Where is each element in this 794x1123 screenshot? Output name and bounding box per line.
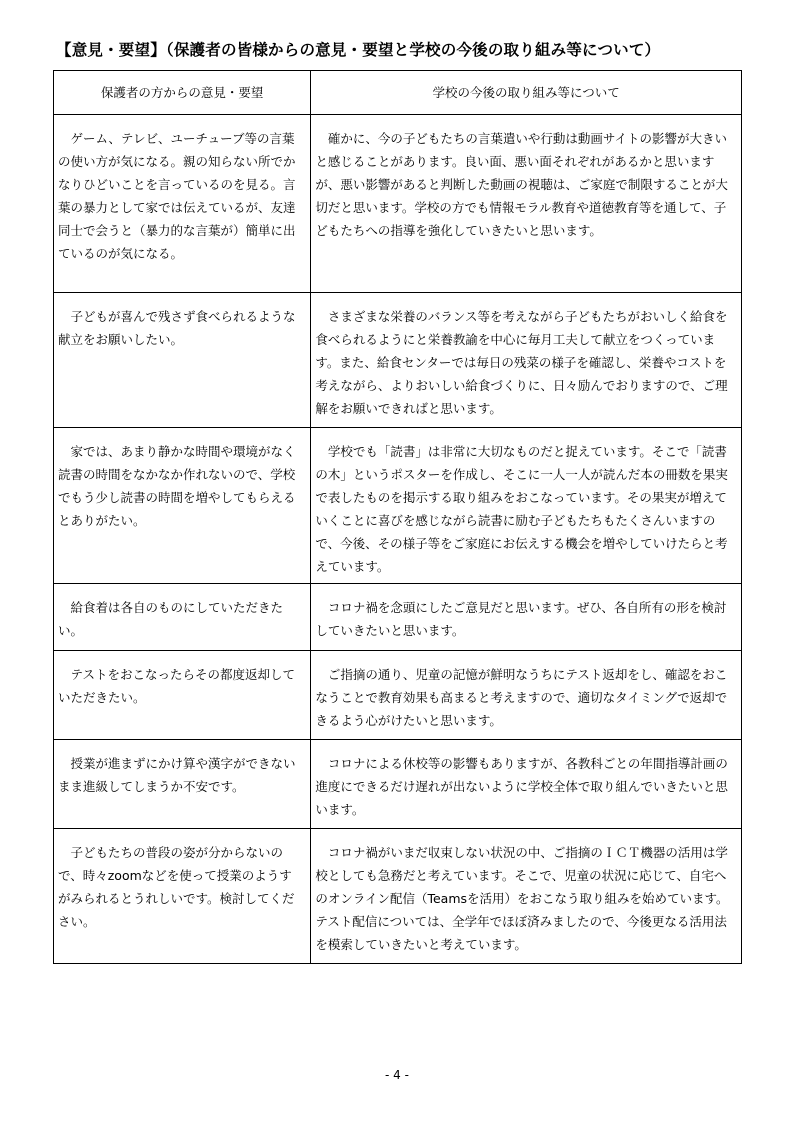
table-row [54,651,742,740]
school-response-cell [311,293,742,428]
parent-opinion-cell [54,651,311,740]
table-row [54,740,742,829]
parent-opinion-cell [54,829,311,964]
school-response-text: コロナによる休校等の影響もありますが、各教科ごとの年間指導計画の進度にできるだけ遅れが出ないように学校全体で取り組んでいきたいと思います。 [315,756,728,817]
table-row [54,428,742,584]
school-response-cell [311,740,742,829]
parent-opinion-text: 給食着は各自のものにしていただきたい。 [58,600,284,638]
table-row [54,829,742,964]
parent-opinion-cell [54,584,311,651]
school-response-text: 学校でも「読書」は非常に大切なものだと捉えています。そこで「読書の木」というポスターを作成し、そこに一人一人が読んだ本の冊数を果実で表したものを掲示する取り組みをおこなっています。その果実が増えていくことに喜びを感じながら読書に励む子どもたちもたくさんいますので、今後、その様子等をご家庭にお伝えする機会を増やしていけたらと考えています。 [315,444,728,574]
parent-opinion-cell [54,293,311,428]
table-row [54,293,742,428]
parent-opinion-text: 子どもが喜んで残さず食べられるような献立をお願いしたい。 [58,309,296,347]
parent-opinion-text: 家では、あまり静かな時間や環境がなく読書の時間をなかなか作れないので、学校でもう少し読書の時間を増やしてもらえるとありがたい。 [58,444,296,528]
school-response-text: コロナ禍を念頭にしたご意見だと思います。ぜひ、各自所有の形を検討していきたいと思います。 [315,600,727,638]
school-response-cell [311,584,742,651]
page-number: - 4 - [385,1068,409,1082]
parent-opinion-text: ゲーム、テレビ、ユーチューブ等の言葉の使い方が気になる。親の知らない所でかなりひどいことを言っているのを見る。言葉の暴力として家では伝えているが、友達同士で会うと（暴力的な言葉が）簡単に出ているのが気になる。 [58,131,296,261]
school-response-text: ご指摘の通り、児童の記憶が鮮明なうちにテスト返却をし、確認をおこなうことで教育効果も高まると考えますので、適切なタイミングで返却できるよう心がけたいと思います。 [315,667,728,728]
opinions-table [53,70,742,964]
header-parent-opinions: 保護者の方からの意見・要望 [54,71,311,115]
parent-opinion-cell [54,428,311,584]
parent-opinion-cell [54,115,311,293]
parent-opinion-text: 授業が進まずにかけ算や漢字ができないまま進級してしまうか不安です。 [58,756,296,794]
parent-opinion-text: 子どもたちの普段の姿が分からないので、時々zoomなどを使って授業のようすがみられるとうれしいです。検討してください。 [58,845,295,929]
school-response-text: 確かに、今の子どもたちの言葉遣いや行動は動画サイトの影響が大きいと感じることがあります。良い面、悪い面それぞれがあるかと思いますが、悪い影響があると判断した動画の視聴は、ご家庭で制限することが大切だと思います。学校の方でも情報モラル教育や道徳教育等を通して、子どもたちへの指導を強化していきたいと思います。 [315,131,728,238]
table-row [54,115,742,293]
school-response-cell [311,115,742,293]
page-heading: 【意見・要望】（保護者の皆様からの意見・要望と学校の今後の取り組み等について） [56,41,661,59]
school-response-cell [311,651,742,740]
school-response-text: コロナ禍がいまだ収束しない状況の中、ご指摘のＩＣＴ機器の活用は学校としても急務だと考えています。そこで、児童の状況に応じて、自宅へのオンライン配信（Teamsを活用）をおこなう取り組みを始めています。テスト配信については、全学年でほぼ済みましたので、今後更なる活用法を模索していきたいと考えています。 [315,845,729,952]
school-response-text: さまざまな栄養のバランス等を考えながら子どもたちがおいしく給食を食べられるようにと栄養教諭を中心に毎月工夫して献立をつくっています。また、給食センターでは毎日の残菜の様子を確認し、栄養やコストを考えながら、よりおいしい給食づくりに、日々励んでおりますので、ご理解をお願いできればと思います。 [315,309,728,416]
parent-opinion-cell [54,740,311,829]
table-row [54,584,742,651]
header-school-response: 学校の今後の取り組み等について [311,71,742,115]
table-header-row [54,71,742,115]
school-response-cell [311,829,742,964]
parent-opinion-text: テストをおこなったらその都度返却していただきたい。 [58,667,296,705]
school-response-cell [311,428,742,584]
